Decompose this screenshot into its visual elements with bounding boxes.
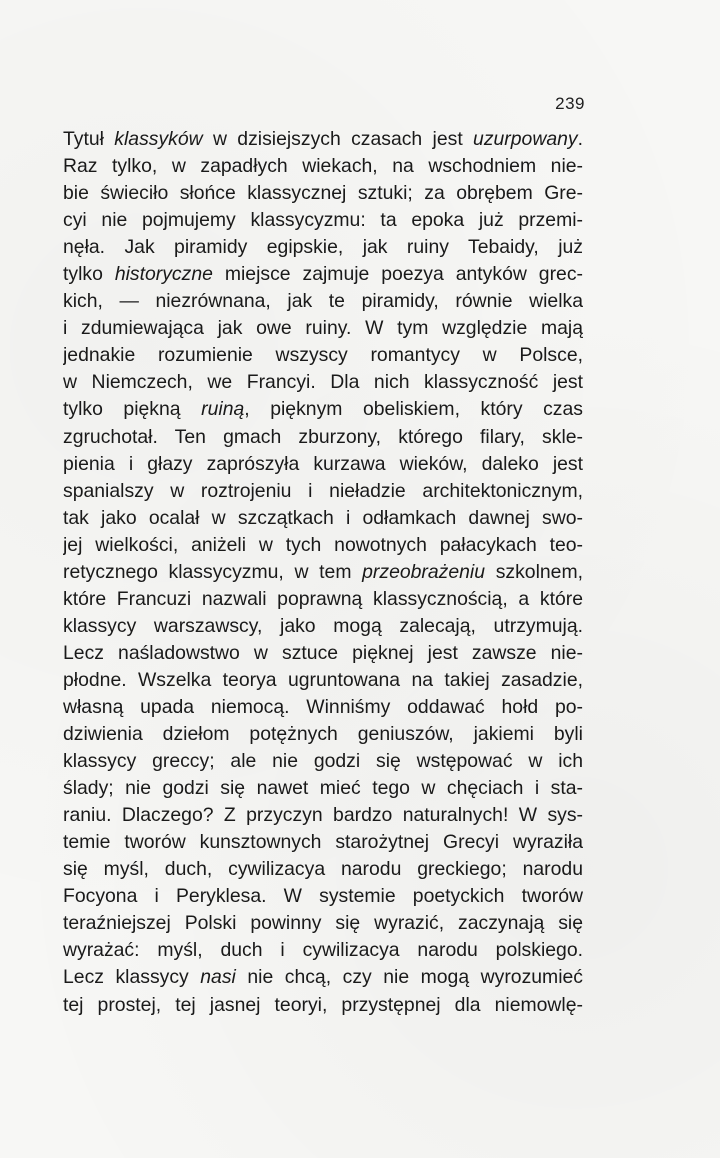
body-text [63, 126, 583, 1019]
text-segment: tej prostej, tej jasnej teoryi, przystępnej dla niemowlę- [63, 993, 583, 1016]
text-line [63, 883, 583, 910]
text-line [63, 126, 583, 153]
text-line [63, 694, 583, 721]
text-line [63, 234, 583, 261]
italic-segment: przeobrażeniu [362, 560, 486, 583]
text-line [63, 478, 583, 505]
text-line [63, 937, 583, 964]
text-line [63, 559, 583, 586]
text-line [63, 802, 583, 829]
text-segment: Lecz klassycy [63, 966, 201, 989]
text-segment: które Francuzi nazwali poprawną klassycznością, a które [63, 587, 583, 610]
text-segment: i zdumiewająca jak owe ruiny. W tym względzie mają [63, 317, 583, 340]
text-line [63, 153, 583, 180]
text-segment: jednakie rozumienie wszyscy romantycy w Polsce, [63, 344, 583, 367]
text-segment: się myśl, duch, cywilizacya narodu greckiego; narodu [63, 858, 583, 881]
text-line [63, 640, 583, 667]
text-segment: w Niemczech, we Francyi. Dla nich klassyczność jest [63, 371, 583, 394]
text-line [63, 288, 583, 315]
text-segment: retycznego klassycyzmu, w tem [63, 560, 363, 583]
text-segment: . [577, 128, 583, 150]
text-segment: szkolnem, [485, 560, 583, 583]
text-segment: płodne. Wszelka teorya ugruntowana na takiej zasadzie, [63, 668, 583, 691]
text-line [63, 451, 583, 478]
text-line [63, 180, 583, 207]
text-segment: zgruchotał. Ten gmach zburzony, którego filary, skle- [63, 425, 583, 448]
text-line [63, 369, 583, 396]
text-line [63, 396, 583, 423]
text-segment: bie świeciło słońce klassycznej sztuki; za obrębem Gre- [63, 182, 583, 205]
italic-segment: historyczne [114, 263, 213, 286]
text-segment: , pięknym obeliskiem, który czas [244, 398, 583, 421]
text-segment: kich, — niezrównana, jak te piramidy, równie wielka [63, 290, 583, 313]
text-line [63, 721, 583, 748]
text-segment: nie chcą, czy nie mogą wyrozumieć [235, 966, 583, 989]
text-segment: wyrażać: myśl, duch i cywilizacya narodu polskiego. [63, 939, 583, 962]
text-segment: dziwienia dziełom potężnych geniuszów, jakiemi byli [63, 723, 583, 746]
italic-segment: uzurpowany [473, 128, 578, 150]
text-segment: miejsce zajmuje poezya antyków grec- [212, 263, 583, 286]
text-line [63, 856, 583, 883]
text-segment: Focyona i Peryklesa. W systemie poetyckich tworów [63, 885, 583, 908]
text-segment: teraźniejszej Polski powinny się wyrazić, zaczynają się [63, 912, 583, 935]
text-segment: tylko piękną [63, 398, 202, 421]
text-line [63, 505, 583, 532]
text-segment: klassycy warszawscy, jako mogą zalecają, utrzymują. [63, 614, 583, 637]
text-segment: pienia i głazy zaprószyła kurzawa wieków, daleko jest [63, 452, 583, 475]
text-segment: cyi nie pojmujemy klassycyzmu: ta epoka już przemi- [63, 209, 583, 232]
text-segment: ślady; nie godzi się nawet mieć tego w chęciach i sta- [63, 777, 583, 800]
text-segment: Tytuł [63, 128, 115, 150]
text-segment: jej wielkości, aniżeli w tych nowotnych pałacykach teo- [63, 533, 583, 556]
text-line [63, 829, 583, 856]
text-segment: własną upada niemocą. Winniśmy oddawać hołd po- [63, 695, 583, 718]
text-segment: klassycy greccy; ale nie godzi się wstępować w ich [63, 750, 583, 773]
text-segment: nęła. Jak piramidy egipskie, jak ruiny Tebaidy, już [63, 236, 583, 259]
text-line [63, 613, 583, 640]
text-segment: w dzisiejszych czasach jest [202, 128, 474, 150]
text-segment: tak jako ocalał w szczątkach i odłamkach dawnej swo- [63, 506, 583, 529]
text-line [63, 342, 583, 369]
text-segment: raniu. Dlaczego? Z przyczyn bardzo naturalnych! W sys- [63, 804, 583, 827]
text-line [63, 992, 583, 1019]
text-line [63, 586, 583, 613]
italic-segment: klassyków [114, 128, 203, 150]
text-line [63, 207, 583, 234]
text-line [63, 775, 583, 802]
text-line [63, 261, 583, 288]
text-segment: temie tworów kunsztownych starożytnej Grecyi wyraziła [63, 831, 583, 854]
text-line [63, 315, 583, 342]
page-number: 239 [555, 94, 585, 113]
text-line [63, 532, 583, 559]
text-line [63, 910, 583, 937]
italic-segment: ruiną [201, 398, 245, 421]
text-segment: spanialszy w roztrojeniu i nieładzie architektonicznym, [63, 479, 583, 502]
text-line [63, 424, 583, 451]
text-segment: tylko [63, 263, 115, 286]
text-segment: Lecz naśladowstwo w sztuce pięknej jest zawsze nie- [63, 641, 583, 664]
text-line [63, 748, 583, 775]
text-line [63, 667, 583, 694]
text-segment: Raz tylko, w zapadłych wiekach, na wschodniem nie- [63, 155, 583, 178]
italic-segment: nasi [200, 966, 236, 989]
text-line [63, 964, 583, 991]
